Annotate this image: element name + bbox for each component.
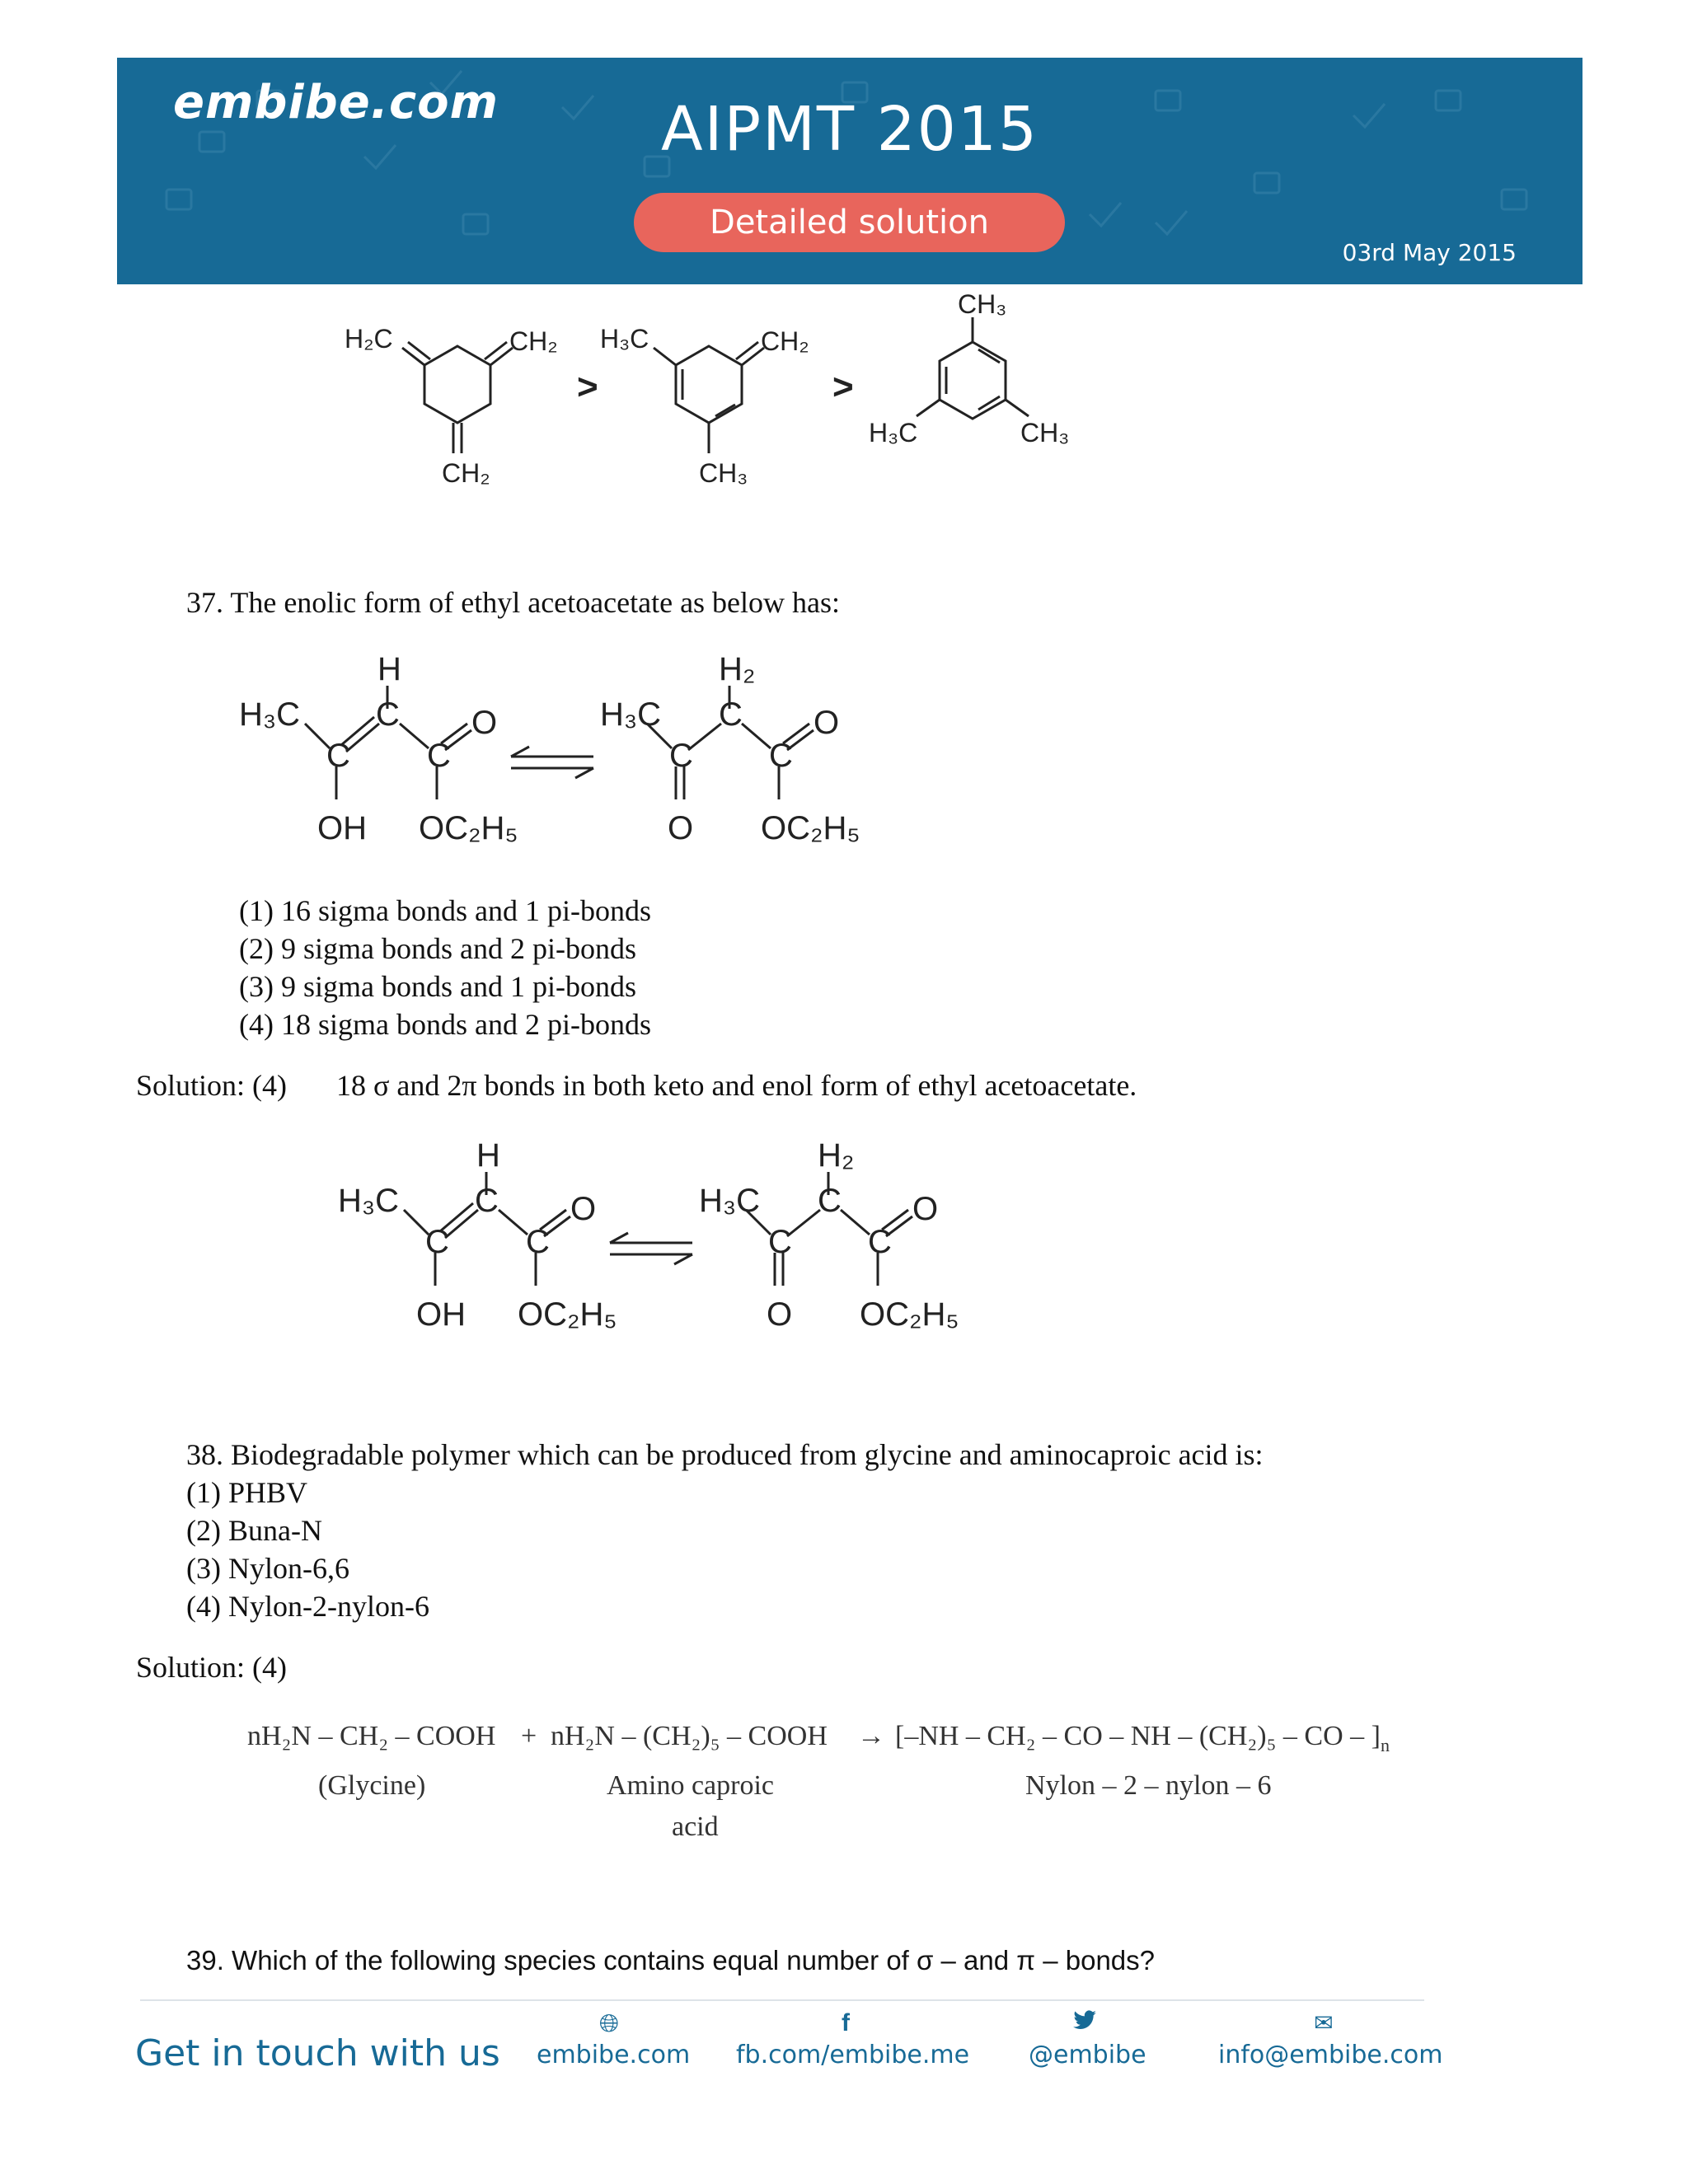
reactant-glycine: nH₂N – CH₂ – COOH xyxy=(247,1721,496,1751)
mol2-left: H₃C xyxy=(600,324,649,354)
t1-oc2h5: OC₂H₅ xyxy=(419,810,518,846)
q37-solution-text: 18 σ and 2π bonds in both keto and enol form of ethyl acetoacetate. xyxy=(336,1069,1137,1102)
mol1-left: H₂C xyxy=(345,324,393,354)
s1-c3: C xyxy=(526,1224,550,1260)
t2-c3: C xyxy=(769,738,793,774)
q39-stem: 39. Which of the following species contains equal number of σ – and π – bonds? xyxy=(186,1945,1156,1975)
s1-h3c: H₃C xyxy=(338,1183,400,1219)
t2-h2: H₂ xyxy=(719,651,756,687)
q37-solution-label: Solution: (4) xyxy=(136,1069,288,1102)
s2-h3c: H₃C xyxy=(699,1183,761,1219)
s2-o-keto: O xyxy=(767,1296,793,1333)
q38-solution-label: Solution: (4) xyxy=(136,1651,288,1684)
mol3-right: CH₃ xyxy=(1020,418,1070,448)
product-nylon xyxy=(895,1718,1390,1765)
s2-oc2h5: OC₂H₅ xyxy=(860,1296,959,1333)
t2-o: O xyxy=(814,705,840,741)
s1-o: O xyxy=(570,1191,597,1227)
product-subscript: n xyxy=(1381,1734,1390,1755)
twitter-icon xyxy=(1060,2009,1109,2038)
s2-c1: C xyxy=(818,1183,842,1219)
mol3-top: CH₃ xyxy=(958,289,1007,319)
q37-option-4: (4) 18 sigma bonds and 2 pi-bonds xyxy=(239,1008,651,1041)
product-formula: [–NH – CH₂ – CO – NH – (CH₂)₅ – CO – ] xyxy=(895,1721,1381,1751)
t2-c1: C xyxy=(719,696,743,733)
label-glycine: (Glycine) xyxy=(318,1770,426,1801)
q37-option-1: (1) 16 sigma bonds and 1 pi-bonds xyxy=(239,894,651,927)
q37-stem: 37. The enolic form of ethyl acetoacetate as below has: xyxy=(186,586,841,619)
reaction-arrow: → xyxy=(857,1721,885,1751)
order-sep-1: > xyxy=(577,367,598,407)
mail-icon: ✉︎ xyxy=(1314,2009,1334,2036)
q37-solution-figure xyxy=(338,1129,1014,1352)
q38-option-1: (1) PHBV xyxy=(186,1476,308,1509)
globe-icon: 🌐︎ xyxy=(599,2009,619,2038)
facebook-icon: f xyxy=(842,2009,850,2036)
t2-oc2h5: OC₂H₅ xyxy=(761,810,860,846)
s1-c1: C xyxy=(475,1183,499,1219)
footer-link-facebook[interactable]: fb.com/embibe.me xyxy=(736,2041,970,2069)
label-nylon: Nylon – 2 – nylon – 6 xyxy=(1025,1770,1272,1801)
t1-c2: C xyxy=(326,738,350,774)
mol1-right: CH₂ xyxy=(509,326,558,356)
label-aminocaproic-2: acid xyxy=(672,1811,719,1842)
footer-link-website[interactable]: embibe.com xyxy=(537,2041,691,2069)
mol1-bottom: CH₂ xyxy=(442,458,490,488)
exam-title: AIPMT 2015 xyxy=(661,94,1039,165)
s2-c2: C xyxy=(768,1224,792,1260)
reaction-plus: + xyxy=(521,1721,537,1751)
q37-tautomer-figure xyxy=(239,643,915,865)
q38-option-3: (3) Nylon-6,6 xyxy=(186,1552,349,1585)
q38-option-4: (4) Nylon-2-nylon-6 xyxy=(186,1590,429,1623)
footer-tagline: Get in touch with us xyxy=(135,2032,500,2074)
t1-o: O xyxy=(471,705,498,741)
label-aminocaproic-1: Amino caproic xyxy=(607,1770,774,1801)
q37-option-3: (3) 9 sigma bonds and 1 pi-bonds xyxy=(239,970,636,1003)
exam-date: 03rd May 2015 xyxy=(1342,239,1517,266)
t1-c1: C xyxy=(376,696,400,733)
footer-link-email[interactable]: info@embibe.com xyxy=(1218,2041,1443,2069)
t2-c2: C xyxy=(669,738,693,774)
footer-link-twitter[interactable]: @embibe xyxy=(1029,2041,1146,2069)
s2-o: O xyxy=(912,1191,939,1227)
t1-h: H xyxy=(377,651,401,687)
s2-h2: H₂ xyxy=(818,1137,855,1174)
s1-oc2h5: OC₂H₅ xyxy=(518,1296,617,1333)
reactant-aminocaproic: nH₂N – (CH₂)₅ – COOH xyxy=(551,1721,828,1751)
t2-o-keto: O xyxy=(668,810,694,846)
t1-c3: C xyxy=(427,738,451,774)
brand-logo: embibe.com xyxy=(173,76,499,129)
s1-h: H xyxy=(476,1137,500,1174)
q38-option-2: (2) Buna-N xyxy=(186,1514,322,1547)
solution-badge: Detailed solution xyxy=(634,193,1065,252)
header-banner xyxy=(117,58,1582,284)
stability-order-figure xyxy=(330,288,1104,503)
s1-oh: OH xyxy=(416,1296,466,1333)
mol2-bottom: CH₃ xyxy=(699,458,748,488)
footer-divider xyxy=(140,1999,1424,2001)
t1-oh: OH xyxy=(317,810,367,846)
mol2-right: CH₂ xyxy=(761,326,809,356)
s2-c3: C xyxy=(868,1224,892,1260)
s1-c2: C xyxy=(425,1224,449,1260)
t1-h3c: H₃C xyxy=(239,696,301,733)
order-sep-2: > xyxy=(832,367,854,407)
q37-option-2: (2) 9 sigma bonds and 2 pi-bonds xyxy=(239,932,636,965)
q38-stem: 38. Biodegradable polymer which can be produced from glycine and aminocaproic acid is: xyxy=(186,1438,1264,1471)
t2-h3c: H₃C xyxy=(600,696,662,733)
mol3-left: H₃C xyxy=(869,418,918,448)
